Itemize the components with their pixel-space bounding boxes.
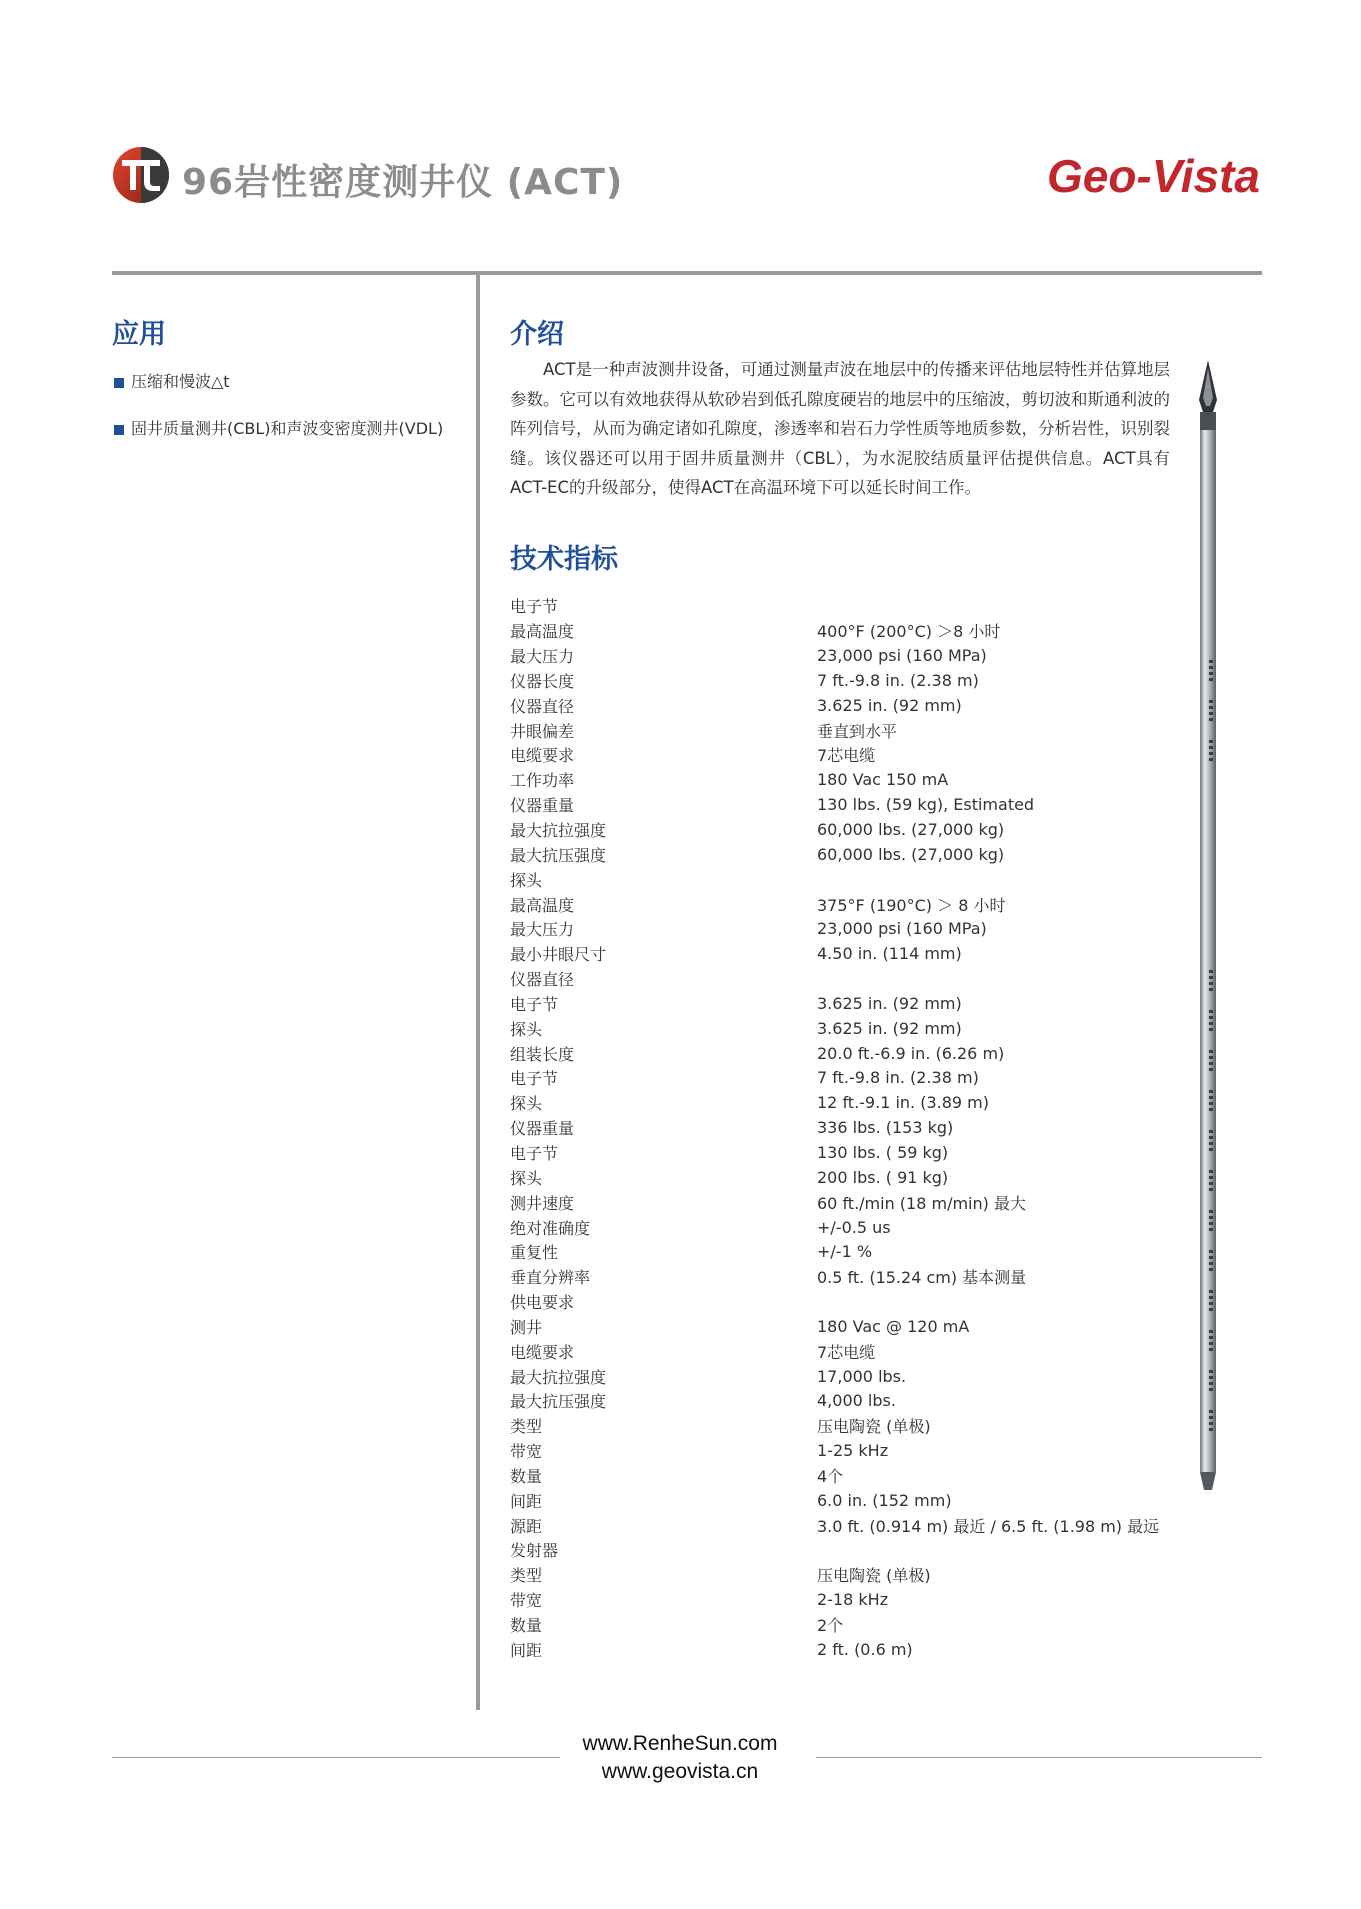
spec-label: 测井速度 [510,1193,575,1213]
tool-marking [1209,1216,1213,1219]
spec-value: 20.0 ft.-6.9 in. (6.26 m) [817,1043,1005,1063]
spec-row [510,767,1159,792]
spec-label: 仪器重量 [510,1119,575,1139]
spec-label: 最高温度 [510,622,575,642]
tool-marking [1209,1188,1213,1191]
column-divider [476,275,480,1710]
spec-label: 最大抗拉强度 [510,1367,607,1387]
spec-row [510,1264,1159,1289]
tool-marking [1209,746,1213,749]
spec-row [510,1115,1159,1140]
spec-value: 23,000 psi (160 MPa) [817,646,987,666]
spec-label: 最大压力 [510,647,575,667]
spec-value: 23,000 psi (160 MPa) [817,919,987,939]
spec-label: 电子节 [510,597,559,617]
tool-marking [1209,1370,1213,1373]
tool-marking [1209,1376,1213,1379]
tool-marking [1209,1108,1213,1111]
tool-marking [1209,1050,1213,1053]
spec-label: 间距 [510,1491,543,1511]
spec-label: 垂直分辨率 [510,1268,591,1288]
tool-marking [1209,1068,1213,1071]
tool-marking [1209,1256,1213,1259]
tool-marking [1209,1268,1213,1271]
spec-value: 2-18 kHz [817,1590,889,1610]
tool-marking [1209,1228,1213,1231]
tool-marking [1209,1410,1213,1413]
spec-value: 200 lbs. ( 91 kg) [817,1167,949,1187]
spec-row [510,1562,1159,1587]
spec-label: 仪器直径 [510,696,575,716]
tool-marking [1209,1428,1213,1431]
spec-row [510,594,1159,619]
tool-marking [1209,672,1213,675]
spec-row [510,1140,1159,1165]
spec-value: 17,000 lbs. [817,1366,907,1386]
spec-row [510,1215,1159,1240]
spec-value: 180 Vac @ 120 mA [817,1316,970,1336]
spec-row [510,941,1159,966]
spec-row [510,1041,1159,1066]
tool-marking [1209,1416,1213,1419]
footer-url-renhesun[interactable]: www.RenheSun.com [582,1732,778,1755]
spec-label: 最大抗压强度 [510,1392,607,1412]
spec-value: 130 lbs. (59 kg), Estimated [817,795,1035,815]
spec-row [510,1016,1159,1041]
spec-label: 工作功率 [510,771,575,791]
tool-marking [1209,1090,1213,1093]
spec-label: 发射器 [510,1541,559,1561]
spec-value [817,594,1159,619]
spec-label: 数量 [510,1616,543,1636]
spec-label: 最大抗压强度 [510,845,607,865]
spec-row [510,1239,1159,1264]
tool-marking [1209,660,1213,663]
spec-value: 180 Vac 150 mA [817,770,949,790]
spec-row [510,1413,1159,1438]
tool-marking [1209,1330,1213,1333]
tool-marking [1209,1222,1213,1225]
spec-row [510,1389,1159,1414]
tool-marking [1209,1262,1213,1265]
tool-marking [1209,1102,1213,1105]
spec-label: 电缆要求 [510,746,575,766]
tool-marking [1209,1142,1213,1145]
spec-row [510,1488,1159,1513]
spec-label: 井眼偏差 [510,721,575,741]
tool-marking [1209,1062,1213,1065]
spec-label: 探头 [510,1019,543,1039]
spec-label: 带宽 [510,1442,543,1462]
spec-row [510,817,1159,842]
spec-label: 电缆要求 [510,1342,575,1362]
footer-rule-left [112,1757,560,1758]
spec-value: 7芯电缆 [817,1342,876,1362]
spec-value: 压电陶瓷 (单极) [817,1417,931,1437]
tool-marking [1209,1170,1213,1173]
spec-row [510,1289,1159,1314]
spec-row [510,1587,1159,1612]
spec-value: 2个 [817,1616,844,1636]
applications-list [112,369,452,441]
spec-value: 6.0 in. (152 mm) [817,1490,952,1510]
footer-rule-right [816,1757,1262,1758]
tool-marking [1209,1382,1213,1385]
square-bullet-icon [114,425,124,435]
tool-marking [1209,1148,1213,1151]
tool-marking [1209,1056,1213,1059]
spec-row [510,718,1159,743]
spec-label: 绝对准确度 [510,1218,591,1238]
spec-value: +/-1 % [817,1242,873,1262]
footer-url-geovista[interactable]: www.geovista.cn [601,1760,759,1783]
spec-label: 类型 [510,1566,543,1586]
tool-marking [1209,1388,1213,1391]
spec-label: 探头 [510,870,543,890]
spec-value [817,966,1159,991]
spec-label: 供电要求 [510,1293,575,1313]
tool-marking [1209,1028,1213,1031]
spec-label: 数量 [510,1466,543,1486]
list-item [112,369,452,394]
tool-marking [1209,740,1213,743]
spec-value [817,867,1159,892]
spec-value: 375°F (190°C) ＞ 8 小时 [817,895,1006,915]
spec-label: 仪器重量 [510,796,575,816]
spec-value: 3.625 in. (92 mm) [817,695,962,715]
tool-marking [1209,1176,1213,1179]
spec-row [510,668,1159,693]
spec-row [510,643,1159,668]
spec-value: 7芯电缆 [817,746,876,766]
list-item [112,416,452,441]
spec-row [510,1637,1159,1662]
tool-marking [1209,1182,1213,1185]
tool-marking [1209,1016,1213,1019]
spec-value: 0.5 ft. (15.24 cm) 基本测量 [817,1268,1027,1288]
company-logo-icon [112,146,170,204]
document-title: 96岩性密度测井仪 (ACT) [182,162,624,203]
spec-row [510,966,1159,991]
intro-heading: 介绍 [510,319,564,350]
logging-tool-image [1193,360,1223,1490]
spec-label: 测井 [510,1317,543,1337]
tool-marking [1209,976,1213,979]
spec-value: 3.0 ft. (0.914 m) 最近 / 6.5 ft. (1.98 m) 最远 [817,1516,1160,1536]
tool-marking [1209,678,1213,681]
spec-label: 电子节 [510,1143,559,1163]
application-label: 固井质量测井(CBL)和声波变密度测井(VDL) [131,419,444,438]
tool-marking [1209,1136,1213,1139]
main-content [510,312,1170,1662]
spec-label: 探头 [510,1094,543,1114]
tool-marking [1209,752,1213,755]
spec-label: 最高温度 [510,895,575,915]
spec-value: 3.625 in. (92 mm) [817,1018,962,1038]
spec-row [510,743,1159,768]
spec-label: 组装长度 [510,1044,575,1064]
spec-row [510,1066,1159,1091]
spec-value: 60,000 lbs. (27,000 kg) [817,820,1005,840]
tool-marking [1209,970,1213,973]
spec-value [817,1538,1159,1563]
spec-value: 7 ft.-9.8 in. (2.38 m) [817,1068,979,1088]
page-header [112,146,1262,206]
spec-row [510,867,1159,892]
spec-row [510,792,1159,817]
tool-marking [1209,700,1213,703]
spec-row [510,892,1159,917]
spec-label: 最小井眼尺寸 [510,945,607,965]
spec-label: 重复性 [510,1243,559,1263]
spec-value: 12 ft.-9.1 in. (3.89 m) [817,1093,989,1113]
spec-label: 探头 [510,1168,543,1188]
application-label: 压缩和慢波△t [131,372,230,391]
square-bullet-icon [114,378,124,388]
tool-marking [1209,718,1213,721]
tool-marking [1209,1302,1213,1305]
tool-marking [1209,1210,1213,1213]
spec-value: 400°F (200°C) ＞8 小时 [817,622,1001,642]
spec-row [510,1438,1159,1463]
tool-marking [1209,982,1213,985]
spec-row [510,1165,1159,1190]
specs-heading: 技术指标 [510,543,618,575]
spec-value: 130 lbs. ( 59 kg) [817,1142,949,1162]
spec-value: 4个 [817,1466,844,1486]
tool-marking [1209,1296,1213,1299]
tool-marking [1209,1096,1213,1099]
spec-row [510,991,1159,1016]
tool-marking [1209,1290,1213,1293]
spec-row [510,1090,1159,1115]
spec-label: 电子节 [510,1069,559,1089]
spec-label: 带宽 [510,1591,543,1611]
spec-row [510,842,1159,867]
specs-table [510,594,1159,1662]
tool-marking [1209,1422,1213,1425]
spec-value: 4,000 lbs. [817,1391,896,1411]
spec-label: 仪器长度 [510,671,575,691]
spec-label: 仪器直径 [510,970,575,990]
spec-value: 压电陶瓷 (单极) [817,1566,931,1586]
spec-row [510,1339,1159,1364]
spec-value: 336 lbs. (153 kg) [817,1118,954,1138]
spec-row [510,1314,1159,1339]
specs-table-body [510,594,1159,1662]
tool-marking [1209,758,1213,761]
spec-value: 1-25 kHz [817,1441,889,1461]
spec-row [510,1190,1159,1215]
spec-value: 7 ft.-9.8 in. (2.38 m) [817,670,979,690]
spec-row [510,693,1159,718]
tool-marking [1209,1342,1213,1345]
applications-section [112,312,452,463]
spec-row [510,1364,1159,1389]
spec-value: 4.50 in. (114 mm) [817,944,962,964]
tool-marking [1209,1336,1213,1339]
spec-value: 垂直到水平 [817,721,898,741]
spec-value [817,1289,1159,1314]
spec-row [510,1513,1159,1538]
intro-paragraph: ACT是一种声波测井设备，可通过测量声波在地层中的传播来评估地层特性并估算地层参数。它可以有效地获得从软砂岩到低孔隙度硬岩的地层中的压缩波，剪切波和斯通利波的阵列信号，从而为确定诸如孔隙度，渗透率和岩石力学性质等地质参数，分析岩性，识别裂缝。该仪器还可以用于固井质量测井（CBL），为水泥胶结质量评估提供信息。ACT具有ACT-EC的升级部分，使得ACT在高温环境下可以延长时间工作。 [510,360,1170,497]
spec-label: 源距 [510,1516,543,1536]
tool-marking [1209,1022,1213,1025]
tool-marking [1209,1130,1213,1133]
tool-marking [1209,1308,1213,1311]
spec-row [510,916,1159,941]
tool-marking [1209,1348,1213,1351]
spec-row [510,1463,1159,1488]
spec-label: 最大抗拉强度 [510,821,607,841]
tool-marking [1209,706,1213,709]
geo-vista-logo [962,150,1262,200]
spec-value: 3.625 in. (92 mm) [817,993,962,1013]
spec-row [510,1538,1159,1563]
spec-row [510,1612,1159,1637]
spec-label: 类型 [510,1417,543,1437]
tool-marking [1209,988,1213,991]
top-divider [112,271,1262,275]
tool-marking [1209,666,1213,669]
spec-label: 间距 [510,1640,543,1660]
spec-value: 60,000 lbs. (27,000 kg) [817,844,1005,864]
spec-label: 最大压力 [510,920,575,940]
spec-label: 电子节 [510,994,559,1014]
tool-marking [1209,712,1213,715]
tool-marking [1209,1250,1213,1253]
spec-row [510,618,1159,643]
tool-marking [1209,1010,1213,1013]
spec-value: 60 ft./min (18 m/min) 最大 [817,1193,1026,1213]
applications-heading: 应用 [112,319,166,350]
brand-wordmark: Geo-Vista [1046,150,1260,200]
spec-value: +/-0.5 us [817,1217,891,1237]
spec-value: 2 ft. (0.6 m) [817,1639,913,1659]
